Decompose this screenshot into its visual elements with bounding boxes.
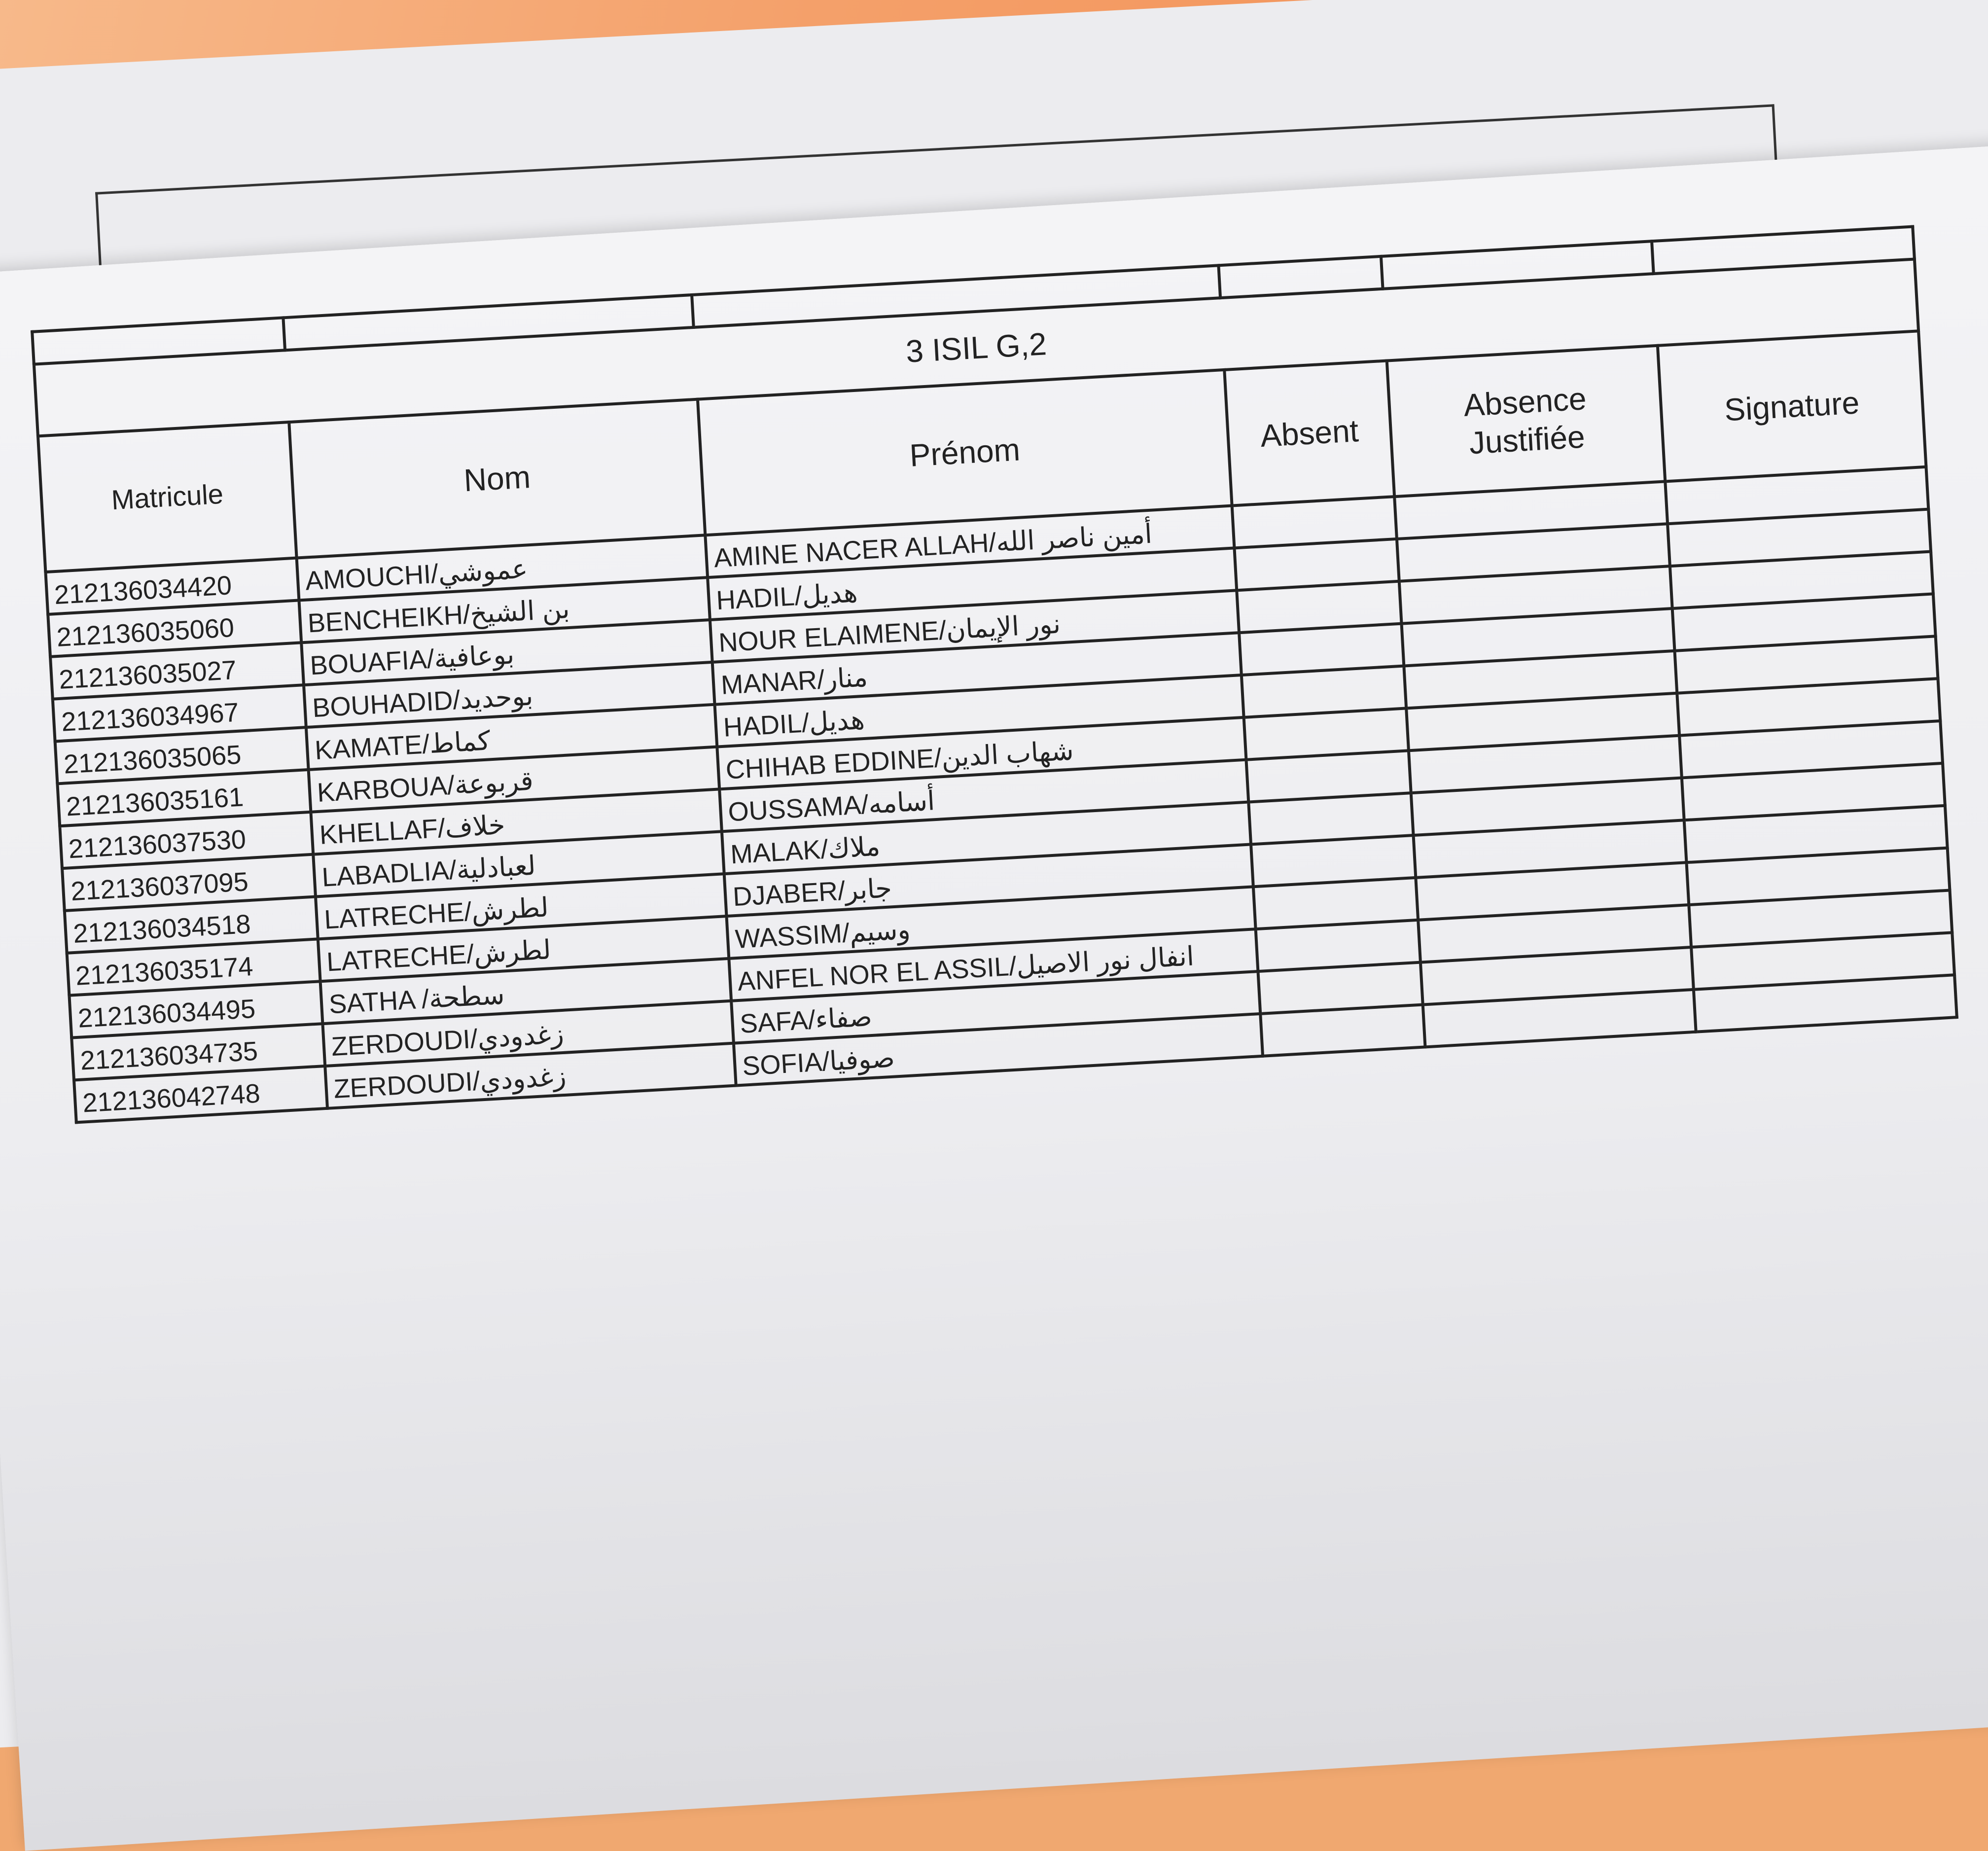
prenom-cell: NOUR ELAIMENE/نور الإيمان	[710, 590, 1239, 662]
nom-cell: ZERDOUDI/زغدودي	[322, 1001, 734, 1066]
nom-cell: SATHA /سطحة	[320, 959, 732, 1024]
matricule-cell: 212136035161	[57, 770, 311, 826]
prenom-cell: HADIL/هديل	[708, 548, 1237, 620]
prenom-cell: DJABER/جابر	[724, 844, 1253, 916]
nom-cell: KARBOUA/قربوعة	[309, 747, 720, 812]
prenom-cell: HADIL/هديل	[715, 675, 1244, 747]
prenom-cell: MALAK/ملاك	[722, 802, 1251, 874]
matricule-cell: 212136035060	[48, 600, 301, 656]
prenom-cell: OUSSAMA/أسامه	[719, 760, 1248, 832]
group-title: 3 ISIL G,2	[34, 259, 1918, 436]
matricule-cell: 212136042748	[74, 1066, 327, 1122]
nom-cell: KAMATE/كماط	[306, 705, 717, 770]
nom-cell: LABADLIA/لعبادلية	[313, 831, 724, 896]
matricule-cell: 212136035027	[50, 642, 304, 699]
matricule-cell: 212136037095	[62, 854, 316, 911]
prenom-cell: SOFIA/صوفيا	[734, 1014, 1263, 1086]
matricule-cell: 212136034518	[65, 897, 318, 953]
prenom-cell: WASSIM/وسيم	[727, 887, 1256, 959]
prenom-cell: AMINE NACER ALLAH/أمين ناصر الله	[705, 506, 1234, 578]
matricule-cell: 212136035174	[67, 939, 320, 995]
header-absence-line2: Justifiée	[1468, 419, 1586, 461]
attendance-table	[31, 225, 1958, 1124]
matricule-cell: 212136035065	[55, 727, 309, 783]
nom-cell: BOUHADID/بوحديد	[304, 662, 715, 727]
matricule-cell: 212136034967	[53, 685, 306, 741]
header-absence-justifiee	[1387, 346, 1666, 497]
prenom-cell: MANAR/منار	[712, 633, 1242, 705]
absent-cell	[1260, 1005, 1425, 1056]
nom-cell: BOUAFIA/بوعافية	[301, 620, 712, 685]
nom-cell: AMOUCHI/عموشي	[297, 535, 708, 600]
nom-cell: KHELLAF/خلاف	[311, 789, 722, 854]
header-absence-line1: Absence	[1462, 381, 1588, 424]
matricule-cell: 212136034495	[69, 981, 322, 1037]
prenom-cell: CHIHAB EDDINE/شهاب الدين	[717, 717, 1246, 789]
header-prenom: Prénom	[698, 370, 1232, 535]
nom-cell: ZERDOUDI/زغدودي	[325, 1043, 736, 1108]
student-rows	[45, 467, 1956, 1122]
nom-cell: LATRECHE/لطرش	[316, 874, 727, 939]
header-absent: Absent	[1224, 361, 1394, 506]
header-signature: Signature	[1658, 331, 1926, 481]
matricule-cell: 212136034420	[45, 558, 299, 614]
header-nom: Nom	[289, 399, 705, 558]
nom-cell: LATRECHE/لطرش	[318, 916, 729, 981]
matricule-cell: 212136037530	[60, 812, 313, 868]
attendance-sheet	[31, 225, 1958, 1124]
prenom-cell: ANFEL NOR EL ASSIL/انفال نور الاصيل	[729, 929, 1258, 1001]
matricule-cell: 212136034735	[71, 1024, 325, 1080]
nom-cell: BENCHEIKH/بن الشيخ	[299, 577, 710, 642]
prenom-cell: SAFA/صفاء	[731, 971, 1260, 1043]
header-matricule: Matricule	[38, 422, 297, 572]
